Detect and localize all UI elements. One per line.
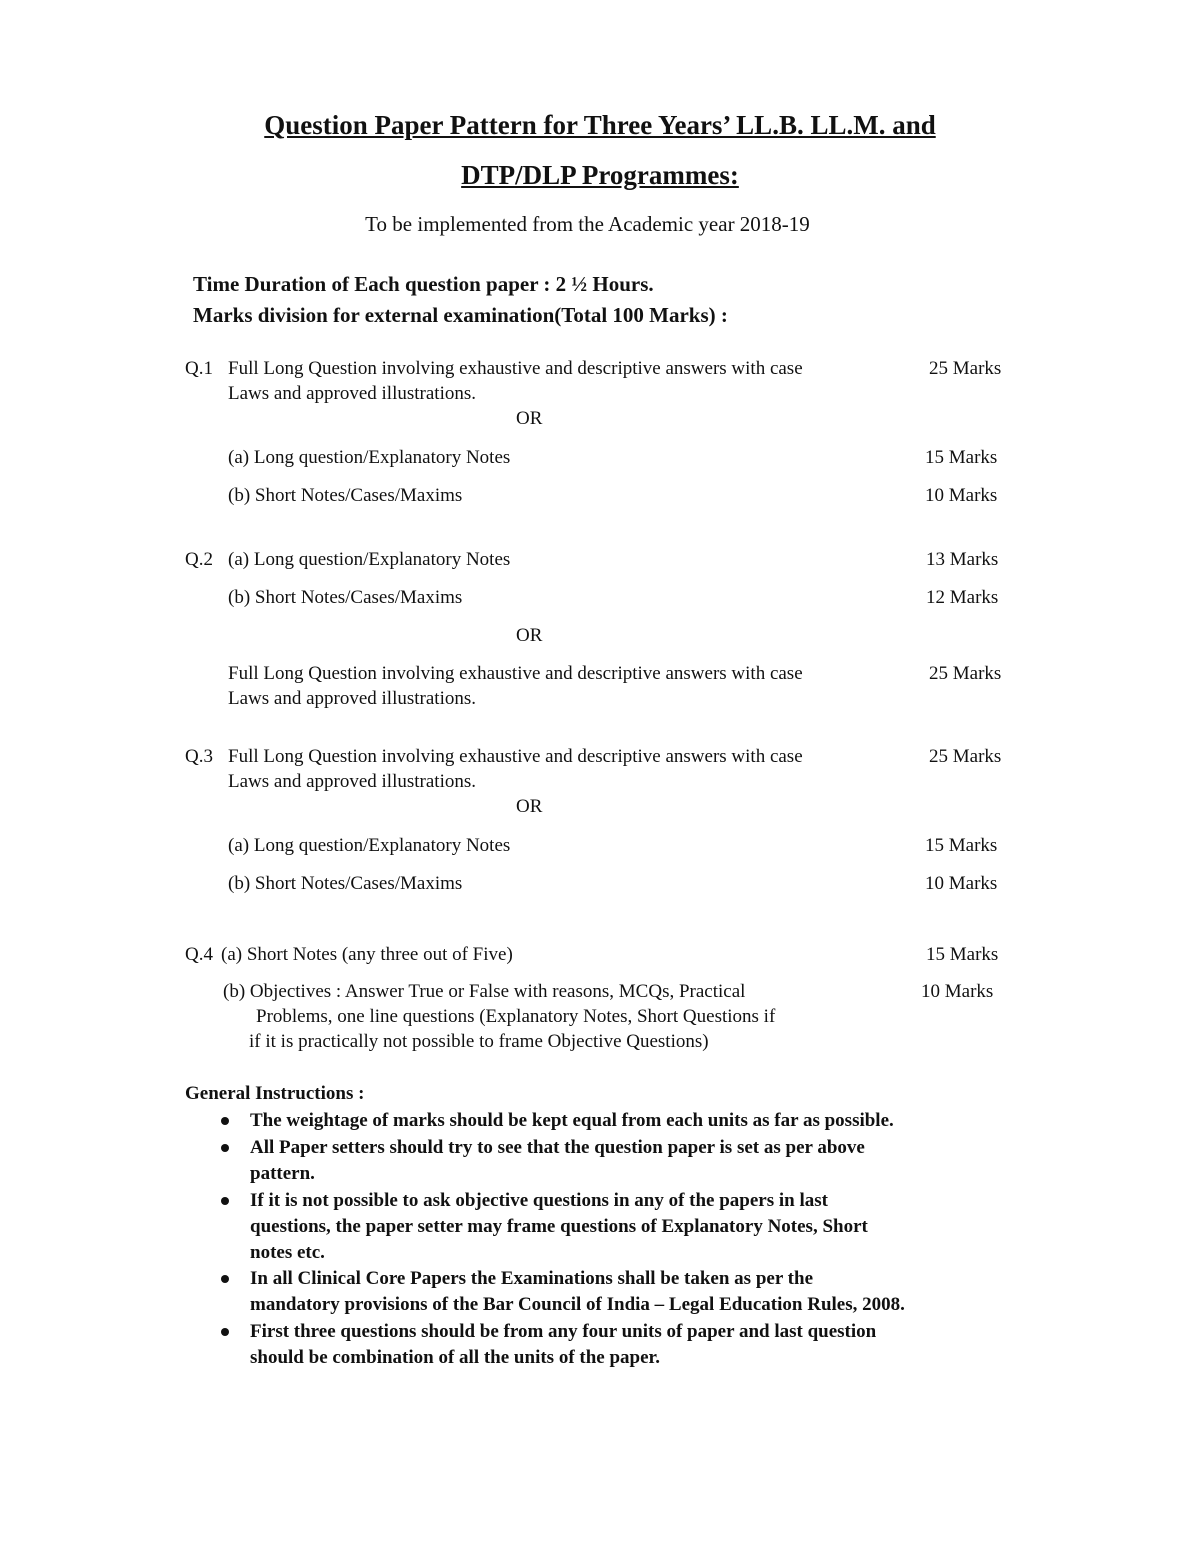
q4-a-marks: 15 Marks	[926, 944, 999, 965]
q1-label: Q.1	[185, 358, 213, 379]
instruction-5-line-2: should be combination of all the units of the paper.	[250, 1347, 660, 1368]
bullet-icon	[221, 1117, 229, 1125]
instruction-2-line-1: All Paper setters should try to see that the question paper is set as per above	[250, 1137, 865, 1158]
q2-b-marks: 12 Marks	[926, 587, 999, 608]
bullet-icon	[221, 1328, 229, 1336]
q2-full-line-2: Laws and approved illustrations.	[228, 688, 477, 709]
q3-label: Q.3	[185, 746, 213, 767]
instruction-4-line-1: In all Clinical Core Papers the Examinations shall be taken as per the	[250, 1268, 813, 1289]
instruction-4-line-2: mandatory provisions of the Bar Council of India – Legal Education Rules, 2008.	[250, 1294, 905, 1315]
q3-full-line-2: Laws and approved illustrations.	[228, 771, 477, 792]
instruction-5-line-1: First three questions should be from any four units of paper and last question	[250, 1321, 877, 1342]
instruction-3-line-3: notes etc.	[250, 1242, 325, 1263]
q1-a-marks: 15 Marks	[925, 447, 998, 468]
instruction-1-line-1: The weightage of marks should be kept equal from each units as far as possible.	[250, 1110, 894, 1131]
q3-b-marks: 10 Marks	[925, 873, 998, 894]
instruction-3-line-1: If it is not possible to ask objective questions in any of the papers in last	[250, 1190, 828, 1211]
subtitle: To be implemented from the Academic year 2018-19	[365, 212, 810, 236]
q4-b-line-2: Problems, one line questions (Explanatory Notes, Short Questions if	[256, 1006, 776, 1027]
q2-label: Q.2	[185, 549, 213, 570]
bullet-icon	[221, 1275, 229, 1283]
q1-b-marks: 10 Marks	[925, 485, 998, 506]
title-line-1: Question Paper Pattern for Three Years’ LL.B. LL.M. and	[264, 110, 936, 140]
q3-b-text: (b) Short Notes/Cases/Maxims	[228, 873, 463, 894]
q3-or: OR	[516, 796, 543, 817]
title-line-2	[0, 160, 1200, 191]
q4-a-text: (a) Short Notes (any three out of Five)	[221, 944, 513, 965]
q4-b-line-3: if it is practically not possible to frame Objective Questions)	[249, 1031, 709, 1052]
q2-full-line-1: Full Long Question involving exhaustive and descriptive answers with case	[228, 663, 803, 684]
q2-a-text: (a) Long question/Explanatory Notes	[228, 549, 511, 570]
time-duration: Time Duration of Each question paper : 2 ½ Hours.	[193, 272, 654, 296]
q1-full-line-2: Laws and approved illustrations.	[228, 383, 477, 404]
q2-full-marks: 25 Marks	[929, 663, 1002, 684]
q3-full-marks: 25 Marks	[929, 746, 1002, 767]
bullet-icon	[221, 1197, 229, 1205]
q2-or: OR	[516, 625, 543, 646]
q4-b-marks: 10 Marks	[921, 981, 994, 1002]
q1-b-text: (b) Short Notes/Cases/Maxims	[228, 485, 463, 506]
q2-b-text: (b) Short Notes/Cases/Maxims	[228, 587, 463, 608]
q1-full-marks: 25 Marks	[929, 358, 1002, 379]
q1-or: OR	[516, 408, 543, 429]
instruction-3-line-2: questions, the paper setter may frame questions of Explanatory Notes, Short	[250, 1216, 868, 1237]
q2-a-marks: 13 Marks	[926, 549, 999, 570]
q1-full-line-1: Full Long Question involving exhaustive and descriptive answers with case	[228, 358, 803, 379]
title-line-2-text: DTP/DLP Programmes:	[461, 160, 739, 190]
marks-division: Marks division for external examination(Total 100 Marks) :	[193, 303, 728, 327]
q4-b-line-1: (b) Objectives : Answer True or False with reasons, MCQs, Practical	[223, 981, 746, 1002]
q1-a-text: (a) Long question/Explanatory Notes	[228, 447, 511, 468]
q3-a-text: (a) Long question/Explanatory Notes	[228, 835, 511, 856]
q3-full-line-1: Full Long Question involving exhaustive and descriptive answers with case	[228, 746, 803, 767]
general-instructions-heading: General Instructions :	[185, 1083, 365, 1104]
instruction-2-line-2: pattern.	[250, 1163, 315, 1184]
q3-a-marks: 15 Marks	[925, 835, 998, 856]
bullet-icon	[221, 1144, 229, 1152]
q4-label: Q.4	[185, 944, 213, 965]
